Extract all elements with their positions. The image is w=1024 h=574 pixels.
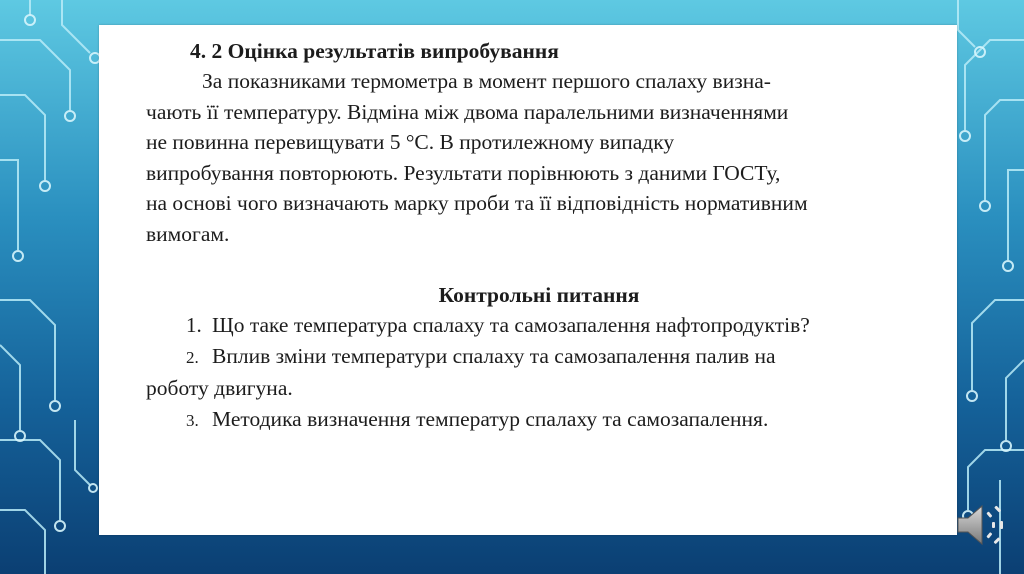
speaker-icon — [952, 500, 1014, 550]
paragraph-line: не повинна перевищувати 5 °С. В протилежному випадку — [146, 130, 675, 154]
question-text: Методика визначення температур спалаху та самозапалення. — [212, 406, 769, 431]
question-item — [146, 404, 912, 437]
section-heading: 4. 2 Оцінка результатів випробування — [190, 39, 559, 63]
question-continuation: роботу двигуна. — [146, 376, 293, 400]
paragraph-line: вимогам. — [146, 221, 230, 246]
question-number: 1. — [186, 313, 202, 337]
questions-list — [146, 310, 912, 436]
question-text: Що таке температура спалаху та самозапалення нафтопродуктів? — [212, 313, 810, 337]
question-text: Вплив зміни температури спалаху та самозапалення палив на — [212, 343, 776, 368]
question-item — [146, 341, 912, 374]
question-number: 2. — [186, 347, 199, 367]
question-number: 3. — [186, 410, 199, 430]
paragraph-line: випробування повторюють. Результати порівнюють з даними ГОСТу, — [146, 160, 781, 185]
paragraph-line: За показниками термометра в момент першого спалаху визна- — [202, 69, 771, 93]
question-item — [146, 310, 912, 341]
audio-button[interactable] — [952, 500, 1014, 550]
paragraph-line: на основі чого визначають марку проби та її відповідність нормативним — [146, 191, 808, 215]
paragraph-line: чають її температуру. Відміна між двома паралельними визначеннями — [146, 99, 789, 124]
document-text — [146, 36, 912, 436]
paragraph — [146, 66, 912, 249]
questions-heading: Контрольні питання — [438, 283, 640, 307]
